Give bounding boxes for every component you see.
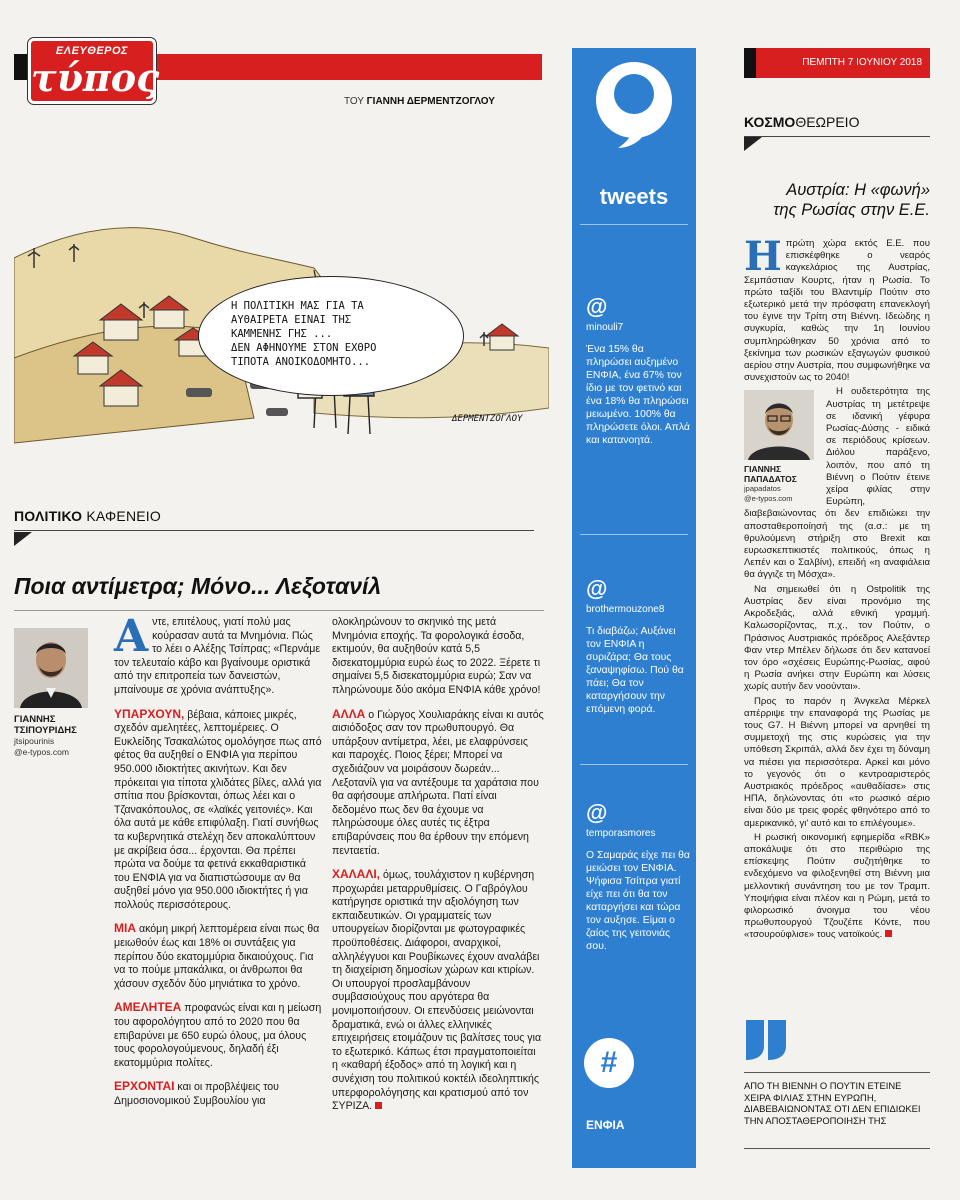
paragraph-lead: ΧΑΛΑΛΙ, [332, 867, 381, 882]
logo-big-text: τύπος [31, 55, 160, 100]
author-email: @e-typos.com [14, 747, 69, 757]
paragraph-lead: ΕΡΧΟΝΤΑΙ [114, 1079, 175, 1094]
author-photo [744, 390, 814, 460]
paragraph: Προς το παρόν η Άνγκελα Μέρκελ απέρριψε την επαναφορά της Ρωσίας με τους G7. Η Βιέννη μπορεί να αρνηθεί τη συμμετοχή της στις κυρώσεις για την υπόθεση Σκριπάλ, αλλά δεν έχει τη δύναμη να πιέσει για περισσότερα. Αρκεί και μόνο το γεγονός ότι ο κεντροαριστερός Αυστριακός πρόεδρος «αυθαδίασε» στις ΗΠΑ, δηλώνοντας ότι «το ρωσικό αέριο είναι δύο με τρεις φορές φθηνότερο από το αμερικανικό, γι' αυτό και το επιλέγουμε». [744, 695, 930, 829]
divider [580, 764, 688, 765]
headline-rule [14, 610, 544, 611]
author-photo [14, 628, 88, 708]
section-title-bold: ΠΟΛΙΤΙΚΟ [14, 508, 83, 524]
byline-prefix: ΤΟΥ [344, 96, 364, 107]
paragraph: Η ουδετερότητα της Αυστρίας τη μετέτρεψε σε ιδανική γέφυρα Ρωσίας-Δύσης - ειδικά σε περιόδους κρίσεων. Διόλου παράξενο, λοιπόν, που από τη Βιέννη ο Πούτιν έτεινε χείρα φιλίας στην Ευρώπη, διαβεβαιώνοντας ότι δεν επιδιώκει την αποσταθεροποίησή της (α.σ.: με τη θρυλούμενη στήριξη στο Brexit και ευρωσκεπτικιστές πολιτικούς, όπως η Λεπέν και ο Σαλβίνι), επειδή «η αναφιάλεια θα άγγιζε τη Μόσχα». [744, 386, 930, 581]
paragraph-lead: ΜΙΑ [114, 921, 136, 936]
tweet-item [586, 576, 690, 716]
drop-cap: Η [744, 233, 782, 280]
section-title-light: ΘΕΩΡΕΙΟ [795, 114, 860, 130]
section-tick [744, 137, 762, 151]
speech-line: ΚΑΜΜΕΝΗΣ ΓΗΣ ... [231, 328, 333, 340]
section-rule [744, 136, 930, 137]
article-column-2 [332, 616, 544, 1124]
end-mark [375, 1102, 382, 1109]
hashtag-label: ΕΝΦΙΑ [586, 1118, 625, 1132]
right-column [740, 48, 940, 1168]
at-icon: @ [586, 294, 608, 319]
paragraph: όμως, τουλάχιστον η κυβέρνηση προχωράει μεταρρυθμίσεις. Ο Γαβρόγλου κατήργησε οριστικά την αξιολόγηση των εκπαιδευτικών. Οι γραμματείς των υπουργείων διορίζονται με φωτογραφικές προϋποθέσεις. Διάφοροι, αναρχικοί, αλληλέγγυοι και Ρουβίκωνες έχουν αναλάβει τη διαχείριση δημοσίων χώρων και κτιρίων. Οι υπουργοί προσλαμβάνουν συμβασιούχους που αργότερα θα μονιμοποιήσουν. Οι επενδύσεις μειώνονται δραματικά, ενώ οι άλλες ελληνικές επιχειρήσεις ετοιμάζουν τις βαλίτσες τους για το εξωτερικό. Κάπως έτσι πραγματοποιείται η «καθαρή έξοδος» από τη λογική και η συνέχιση του πολιτικού κοκτέιλ ιδεοληπτικής υπερφορολόγησης και κρατισμού από τον ΣΥΡΙΖΑ. [332, 869, 542, 1113]
author-name [14, 714, 100, 736]
issue-date: ΠΕΜΠΤΗ 7 ΙΟΥΝΙΟΥ 2018 [802, 57, 922, 68]
section-title-light: ΚΑΦΕΝΕΙΟ [86, 508, 161, 524]
quote-rule-bottom [744, 1148, 930, 1149]
drop-cap: Α [114, 611, 149, 662]
divider [580, 224, 688, 225]
paragraph: Η ρωσική οικονομική εφημερίδα «RBK» αποκάλυψε ότι στο περιθώριο της επίσκεψης Πούτιν συζητήθηκε το ενδεχόμενο να φιλοξενηθεί στη Βιέννη μια μελλοντική συνάντηση του με τον Τραμπ. Υποψήφια είναι πλέον και η Ρώμη, μετά το φιλορωσικό άνοιγμα του νέου πρωθυπουργού Τζουζέπε Κόντε, που «τσουρούφλισε» τους νατοϊκούς. [744, 831, 930, 941]
tweet-text: Ένα 15% θα πληρώσει αυξημένο ΕΝΦΙΑ, ένα 67% τον ίδιο με τον φετινό και ένα 18% θα πληρώσει μειωμένο. 100% θα πληρώσετε όλοι. Απλά και κατανοητά. [586, 344, 690, 446]
section-header-right [744, 114, 859, 130]
paragraph: προφανώς είναι και η μείωση του αφορολόγητου από το 2020 που θα επιβαρύνει με 650 ευρώ όλους, μα όλους τους φορολογούμενους, δηλαδή έξι εκατομμύρια πολίτες. [114, 1002, 322, 1069]
author-email: @e-typos.com [744, 493, 793, 503]
tweet-user: minouli7 [586, 322, 624, 333]
paragraph: ολοκληρώνουν το σκηνικό της μετά Μνημόνια εποχής. Τα φορολογικά έσοδα, εκτιμούν, θα αυξηθούν κατά 5,5 δισεκατομμύρια ευρώ έως το 2022. Ξέρετε τι σημαίνει 5,5 δισεκατομμύρια ευρώ; Σαν να πληρώνουμε δύο ακόμα ΕΝΦΙΑ κάθε χρόνο! [332, 616, 541, 696]
at-icon: @ [586, 800, 608, 825]
cartoon-byline [344, 96, 495, 107]
author-handle: jtsipourinis [14, 736, 55, 746]
left-column [14, 38, 554, 1168]
section-rule [14, 530, 534, 531]
newspaper-logo [28, 38, 160, 104]
author-first-name: ΓΙΑΝΝΗΣ [744, 464, 782, 475]
headline-line: της Ρωσίας στην Ε.Ε. [773, 201, 930, 219]
pull-quote: ΑΠΟ ΤΗ ΒΙΕΝΝΗ Ο ΠΟΥΤΙΝ ΕΤΕΙΝΕ ΧΕΙΡΑ ΦΙΛΙΑΣ ΣΤΗΝ ΕΥΡΩΠΗ, ΔΙΑΒΕΒΑΙΩΝΟΝΤΑΣ ΟΤΙ ΔΕΝ ΕΠΙΔΙΩΚΕΙ ΤΗΝ ΑΠΟΣΤΑΘΕΡΟΠΟΙΗΣΗ ΤΗΣ [744, 1080, 921, 1126]
section-tick [14, 532, 32, 546]
speech-line: ΔΕΝ ΑΦΗΝΟΥΜΕ ΣΤΟΝ ΕΧΘΡΟ [231, 342, 377, 354]
right-headline [744, 180, 930, 220]
political-cartoon [14, 158, 549, 448]
section-title-bold: ΚΟΣΜΟ [744, 114, 796, 130]
paragraph-lead: ΥΠΑΡΧΟΥΝ, [114, 706, 185, 721]
tweet-user: temporasmores [586, 828, 656, 839]
author-first-name: ΓΙΑΝΝΗΣ [14, 714, 56, 725]
author-box [744, 390, 818, 503]
tweet-item [586, 800, 690, 953]
paragraph: ακόμη μικρή λεπτομέρεια είναι πως θα μειωθούν έως και 18% οι συντάξεις για περίπου δύο εκατομμύρια δικαιούχους. Για να το πούμε μπακάλικα, οι άνθρωποι θα χάσουν σχεδόν δύο μηνιάτικα το χρόνο. [114, 923, 320, 990]
tweets-title: tweets [599, 184, 669, 209]
tweet-bird-icon [590, 54, 678, 150]
author-name [744, 464, 818, 484]
headline-line: Αυστρία: Η «φωνή» [786, 181, 930, 199]
author-last-name: ΠΑΠΑΔΑΤΟΣ [744, 474, 797, 485]
author-handle: jpapadatos [744, 484, 781, 494]
author-box [14, 628, 100, 758]
tweets-column [572, 48, 696, 1168]
logo-small-text: ΕΛΕΥΘΕΡΟΣ [55, 45, 129, 57]
article-column-1 [114, 611, 322, 1119]
paragraph: και οι προβλέψεις του Δημοσιονομικού Συμβουλίου για [114, 1081, 279, 1107]
divider [580, 534, 688, 535]
paragraph: βέβαια, κάποιες μικρές, σχεδόν αμελητέες, λεπτομέρειες. Ο Ευκλείδης Τσακαλώτος ομολόγησε πως από φέτος θα αυξηθεί ο ΕΝΦΙΑ για περίπου 950.000 ιδιοκτήτες ακινήτων. Και δεν πρόκειται για τίποτα χλιδάτες βίλες, αλλά για σπίτια που βρίσκονται, όπως λέει και ο Τζανακόπουλος, σε «λαϊκές γειτονιές». Και όλα αυτά με κάθε επιφύλαξη. Γιατί συνήθως τα κυβερνητικά στελέχη δεν αποκαλύπτουν με ακρίβεια όσα... έρχονται. Θα πρέπει πρώτα να δούμε τα φετινά εκκαθαριστικά του ΕΝΦΙΑ για να διαπιστώσουμε αν θα αυξηθεί μόνο για 950.000 ιδιοκτήτες ή για πολλούς περισσότερους. [114, 708, 322, 911]
tweet-text: Τι διαβάζω; Αυξάνει τον ΕΝΦΙΑ η συριζάρα; Θα τους ξαναψηφίσω. Πού θα πάει; Θα τον καταργήσουν την επόμενη φορά. [586, 626, 684, 715]
end-mark [885, 930, 892, 937]
at-icon: @ [586, 576, 608, 601]
byline-name: ΓΙΑΝΝΗ ΔΕΡΜΕΝΤΖΟΓΛΟΥ [366, 96, 495, 107]
speech-line: ΑΥΘΑΙΡΕΤΑ ΕΙΝΑΙ ΤΗΣ [231, 314, 352, 326]
quote-icon [744, 1018, 788, 1062]
date-bar [744, 48, 930, 78]
tweet-item [586, 294, 690, 447]
hashtag-icon: # [584, 1038, 634, 1088]
paragraph: πρώτη χώρα εκτός Ε.Ε. που επισκέφθηκε ο νεαρός καγκελάριος της Αυστρίας, Σεμπάστιαν Κουρτς, ήταν η Ρωσία. Το πρώτο ταξίδι του Βλαντιμίρ Πούτιν στο εξωτερικό μετά την πρόσφατη επανεκλογή του έγινε την Τρίτη στη Βιέννη. Ιδεώδης η συγκυρία, καθώς την 1η Ιουνίου συμπληρώθηκαν 50 χρόνια από το ξεκίνημα των ρωσικών εξαγωγών φυσικού αερίου στην Αυστρία, που συμφωνήθηκε να συνεχιστούν ως το 2040! [744, 238, 930, 384]
speech-bubble [198, 276, 464, 396]
speech-line: ΤΙΠΟΤΑ ΑΝΟΙΚΟΔΟΜΗΤΟ... [231, 356, 371, 368]
section-header [14, 508, 544, 531]
speech-line: Η ΠΟΛΙΤΙΚΗ ΜΑΣ ΓΙΑ ΤΑ [231, 300, 364, 312]
paragraph: ντε, επιτέλους, γιατί πολύ μας κούρασαν αυτά τα Μνημόνια. Πώς το λέει ο Αλέξης Τσίπρας; «Περνάμε τον τελευταίο κάβο και βγαίνουμε οριστικά από την επιτροπεία των δανειστών, μπαίνουμε σε χρόνια ανάπτυξης». [114, 616, 321, 696]
tweet-user: brothermouzone8 [586, 604, 665, 615]
paragraph-lead: ΑΜΕΛΗΤΕΑ [114, 1000, 182, 1015]
paragraph: Να σημειωθεί ότι η Ostpolitik της Αυστρίας δεν είναι προνόμιο της Ακροδεξιάς, αλλά εθνική γραμμή. Καλωσορίζοντας, π.χ., τον Πούτιν, ο Πράσινος Αυστριακός πρόεδρος Αλεξάντερ Φαν ντερ Μπέλεν δήλωσε ότι δεν κατανοεί τον όρο «σχέσεις Ευρώπης-Ρωσίας, αφού η Ρωσία ανήκει στην Ευρώπη και λύσεις χωρίς αυτήν δεν νοούνται». [744, 583, 930, 693]
quote-rule [744, 1072, 930, 1073]
paragraph-lead: ΑΛΛΑ [332, 706, 366, 721]
author-last-name: ΤΣΙΠΟΥΡΙΔΗΣ [14, 725, 77, 736]
article-headline: Ποια αντίμετρα; Μόνο... Λεξοτανίλ [14, 573, 382, 599]
cartoonist-signature: ΔΕΡΜΕΝΤΖΟΓΛΟΥ [452, 414, 523, 424]
paragraph: ο Γιώργος Χουλιαράκης είναι κι αυτός αισιόδοξος σαν τον πρωθυπουργό. Θα υπάρξουν αντίμετρα, λέει, με ελαφρύνσεις και παροχές. Ποιος ξέρει; Μπορεί να σχεδιάζουν να μοιράσουν δωρεάν... Λεξοτανίλ για να αντέξουμε τα χαράτσια που θα αφήσουμε απλήρωτα. Πατί είναι δεδομένο πως δεν θα έχουμε να πληρώσουμε όλες αυτές τις έξτρα επιβαρύνσεις που θα έρθουν την επόμενη πενταετία. [332, 708, 544, 857]
right-article-body [744, 233, 930, 944]
tweet-text: Ο Σαμαράς είχε πει θα μειώσει τον ΕΝΦΙΑ. Ψήφισα Τσίπρα γιατί είχε πει ότι θα τον καταργήσει και τώρα τον αυξησε. Είμαι ο ζαίος της γειτονιάς σου. [586, 850, 690, 952]
